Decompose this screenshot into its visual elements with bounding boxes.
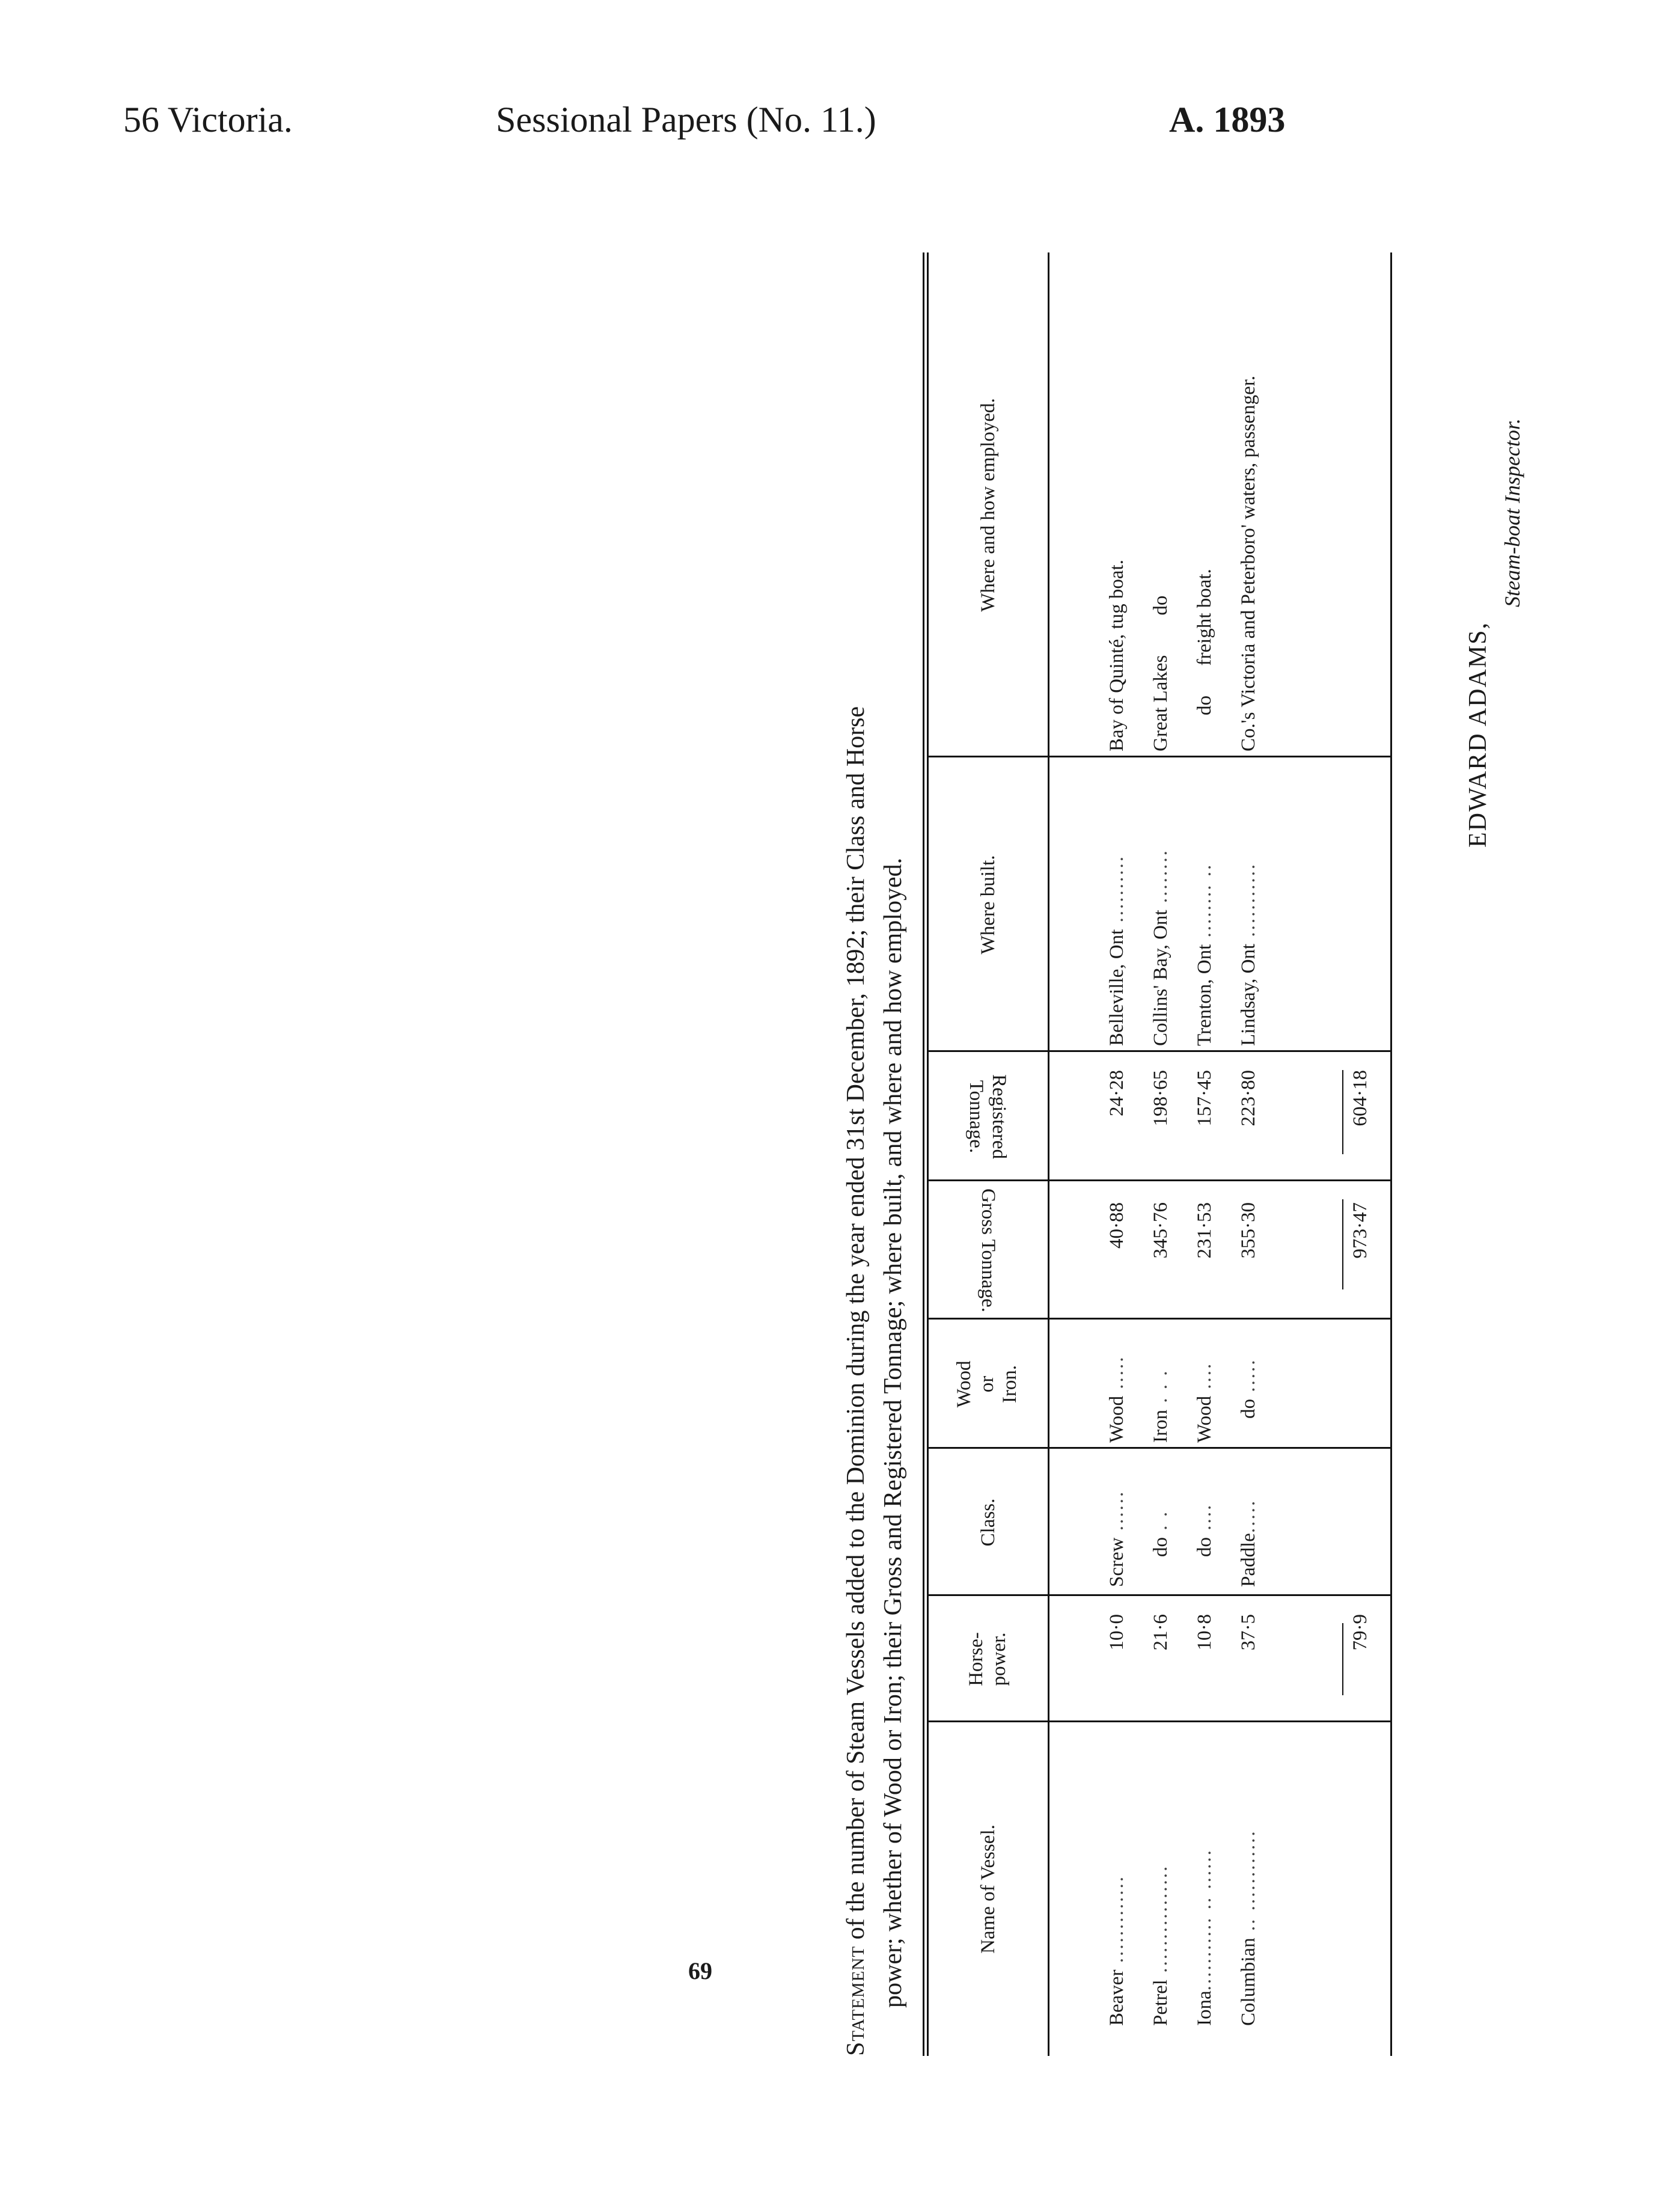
registered-sum-rule — [1342, 1070, 1343, 1154]
leader-dots: ........ .. — [1194, 863, 1215, 944]
table-row-columbian-name — [1238, 1829, 1260, 2026]
leader-dots: .. ............ — [1238, 1829, 1259, 1938]
cell-employed: Co.'s Victoria and Peterboro' waters, passenger. — [1238, 375, 1259, 751]
leader-dots: ............. — [1106, 1875, 1128, 1970]
cell-gross: 40·88 — [1106, 1202, 1128, 1249]
cell-employed: Bay of Quinté, tug boat. — [1106, 560, 1128, 751]
col-header-where-built: Where built. — [977, 855, 999, 955]
leader-dots: ........ — [1150, 849, 1171, 910]
cell-hp: 10·0 — [1106, 1614, 1128, 1651]
cell-gross: 355·30 — [1238, 1202, 1259, 1259]
cell-class — [1194, 1503, 1216, 1557]
header-sessional-papers: Sessional Papers (No. 11.) — [496, 100, 876, 139]
cell-hp: 37·5 — [1238, 1614, 1259, 1651]
signature-title: Steam-boat Inspector. — [1500, 418, 1524, 607]
hp-sum-rule — [1342, 1623, 1343, 1695]
cell-built-text: Trenton, Ont — [1194, 944, 1215, 1046]
statement-lead-word: Statement — [842, 1945, 870, 2056]
header-year: A. 1893 — [1169, 100, 1286, 139]
table-top-rule-double — [927, 252, 929, 2056]
statement-text-1: of the number of Steam Vessels added to the Dominion during the year ended 31st December, 1892; their Class and Horse — [842, 706, 870, 1940]
cell-material-text: Wood — [1194, 1395, 1215, 1443]
cell-class-text: do — [1194, 1537, 1215, 1557]
cell-registered: 24·28 — [1106, 1070, 1128, 1116]
cell-name: Petrel — [1150, 1980, 1171, 2026]
col-header-horsepower — [965, 1596, 1010, 1722]
cell-class — [1106, 1490, 1128, 1587]
col-header-wood-line1: Wood — [953, 1360, 975, 1408]
cell-material — [1106, 1355, 1128, 1443]
cell-hp: 10·8 — [1194, 1614, 1215, 1651]
cell-material-text: Iron — [1150, 1410, 1171, 1443]
signature-name: EDWARD ADAMS, — [1464, 621, 1492, 848]
cell-material-text: Wood — [1106, 1395, 1128, 1443]
total-registered-tonnage: 604·18 — [1349, 1070, 1371, 1127]
col-header-gross-tonnage: Gross Tonnage. — [977, 1188, 999, 1313]
cell-class-text: Paddle — [1238, 1533, 1259, 1587]
cell-employed: Great Lakes do — [1150, 595, 1171, 751]
leader-dots: ..... — [1238, 1358, 1259, 1399]
cell-built-text: Belleville, Ont — [1106, 929, 1128, 1046]
cell-gross: 345·76 — [1150, 1202, 1171, 1259]
page-number: 69 — [688, 1957, 712, 1984]
table-row-beaver-name — [1106, 1875, 1128, 2026]
col-header-class: Class. — [977, 1498, 999, 1547]
table-top-rule — [923, 252, 924, 2056]
total-horsepower: 79·9 — [1349, 1614, 1371, 1651]
cell-registered: 198·65 — [1150, 1070, 1171, 1127]
cell-where-built — [1238, 863, 1260, 1046]
cell-material — [1150, 1369, 1172, 1443]
cell-name: Columbian — [1238, 1938, 1259, 2026]
cell-material — [1238, 1359, 1260, 1419]
cell-material-text: do — [1238, 1399, 1259, 1419]
leader-dots: ...... — [1106, 1490, 1128, 1538]
col-header-registered-line1: Registered — [988, 1074, 1010, 1160]
cell-where-built — [1106, 855, 1128, 1046]
cell-where-built — [1194, 863, 1216, 1046]
col-header-registered-tonnage — [965, 1052, 1010, 1181]
leader-dots: .... — [1194, 1503, 1215, 1537]
col-header-wood-or-iron — [953, 1320, 1021, 1449]
cell-class — [1238, 1499, 1260, 1587]
leader-dots: ................ — [1150, 1864, 1171, 1980]
table-row-iona-name — [1194, 1849, 1216, 2026]
cell-registered: 223·80 — [1238, 1070, 1259, 1127]
table-row-petrel-name — [1150, 1865, 1172, 2026]
cell-employed: do freight boat. — [1194, 569, 1215, 715]
rotated-statement — [838, 72, 1680, 2056]
statement-title-line2: power; whether of Wood or Iron; their Gross and Registered Tonnage; where built, and where and how employed. — [879, 857, 907, 2008]
header-bottom-rule — [1048, 252, 1049, 2056]
col-header-horsepower-line1: Horse- — [965, 1632, 987, 1686]
cell-class — [1150, 1510, 1172, 1557]
table-bottom-rule — [1390, 252, 1392, 2056]
cell-where-built — [1150, 849, 1172, 1046]
col-header-name: Name of Vessel. — [977, 1824, 999, 1954]
statement-title-line1 — [838, 706, 873, 2056]
total-gross-tonnage: 973·47 — [1349, 1202, 1371, 1259]
cell-gross: 231·53 — [1194, 1202, 1215, 1259]
gross-sum-rule — [1342, 1199, 1343, 1289]
col-header-wood-line2: or — [976, 1375, 998, 1393]
cell-built-text: Collins' Bay, Ont — [1150, 910, 1171, 1046]
col-header-where-employed: Where and how employed. — [977, 398, 999, 612]
col-header-horsepower-line2: power. — [988, 1632, 1010, 1686]
leader-dots: .......... — [1106, 854, 1128, 929]
leader-dots: ........... .. ...... — [1194, 1849, 1215, 1991]
leader-dots: ..... — [1106, 1355, 1128, 1396]
cell-hp: 21·6 — [1150, 1614, 1171, 1651]
cell-built-text: Lindsay, Ont — [1238, 943, 1259, 1046]
leader-dots: . . . — [1150, 1369, 1171, 1410]
header-session: 56 Victoria. — [123, 100, 293, 139]
cell-name: Iona — [1194, 1990, 1215, 2026]
leader-dots: ........... — [1238, 862, 1259, 944]
leader-dots: . . — [1150, 1510, 1171, 1537]
cell-class-text: Screw — [1106, 1537, 1128, 1587]
col-header-wood-line3: Iron. — [999, 1365, 1021, 1404]
col-header-registered-line2: Tonnage. — [965, 1080, 987, 1154]
cell-name: Beaver — [1106, 1969, 1128, 2026]
leader-dots: .... — [1194, 1362, 1215, 1396]
cell-registered: 157·45 — [1194, 1070, 1215, 1127]
cell-material — [1194, 1362, 1216, 1443]
leader-dots: ..... — [1238, 1499, 1259, 1534]
cell-class-text: do — [1150, 1537, 1171, 1557]
